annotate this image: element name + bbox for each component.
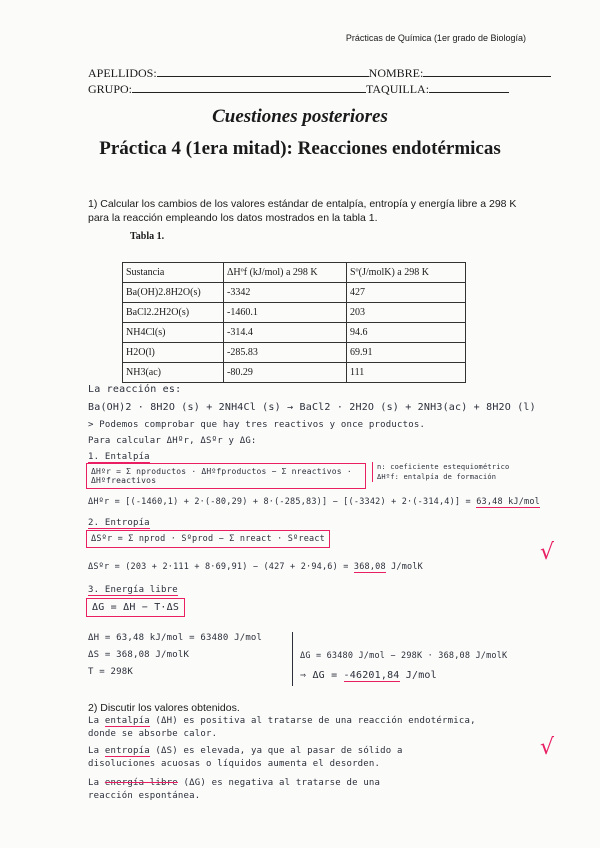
table-cell: 427 <box>347 283 466 303</box>
answer-entropy <box>88 745 403 771</box>
table-title: Tabla 1. <box>130 231 165 242</box>
free-energy-result-line <box>300 670 437 681</box>
formula-legend <box>372 462 509 482</box>
section-heading-enthalpy <box>88 452 150 462</box>
table-cell: -3342 <box>224 283 347 303</box>
grupo-label: GRUPO: <box>88 82 133 96</box>
enthalpy-calc-text: ΔHºr = [(-1460,1) + 2·(-80,29) + 8·(-285,83)] − [(-3342) + 2·(-314,4)] = <box>88 497 477 507</box>
enthalpy-heading: 1. Entalpía <box>88 452 150 462</box>
table-cell: -314.4 <box>224 323 347 343</box>
table-row <box>123 343 466 363</box>
free-energy-result: -46201,84 <box>343 670 400 681</box>
text-part: (ΔH) es positiva al tratarse de una reacción endotérmica, <box>149 716 476 726</box>
free-energy-unit: J/mol <box>399 670 437 681</box>
reaction-equation: Ba(OH)2 · 8H2O (s) + 2NH4Cl (s) → BaCl2 · 2H2O (s) + 2NH3(ac) + 8H2O (l) <box>88 402 536 413</box>
given-values <box>88 630 262 681</box>
entropy-calc-text: ΔSºr = (203 + 2·111 + 8·69,91) − (427 + 2·94,6) = <box>88 562 354 572</box>
course-header: Prácticas de Química (1er grado de Biología) <box>345 33 526 43</box>
form-row-2 <box>88 82 509 97</box>
entropy-formula-box: ΔSºr = Σ nprod · Sºprod − Σ nreact · Sºreact <box>86 530 330 548</box>
value-dh: ΔH = 63,48 kJ/mol = 63480 J/mol <box>88 633 263 643</box>
enthalpy-formula-box: ΔHºr = Σ nproductos · ΔHºfproductos − Σ nreactivos · ΔHºfreactivos <box>86 463 366 489</box>
entalpia-highlight: entalpía <box>104 716 150 726</box>
free-energy-calc: ΔG = 63480 J/mol − 298K · 368,08 J/molK <box>300 651 508 661</box>
divider <box>292 632 293 686</box>
table-cell: NH4Cl(s) <box>123 323 224 343</box>
table-cell: -1460.1 <box>224 303 347 323</box>
text-part: La <box>88 746 105 756</box>
section-heading-entropy <box>88 518 150 528</box>
answer-enthalpy-line-1 <box>88 715 476 728</box>
table-cell: Ba(OH)2.8H2O(s) <box>123 283 224 303</box>
apellidos-line[interactable] <box>157 66 369 77</box>
text-part: (ΔG) es negativa al tratarse de una <box>177 778 381 788</box>
table-row <box>123 363 466 383</box>
entropia-highlight: entropía <box>104 746 150 756</box>
answer-enthalpy <box>88 715 476 741</box>
answer-entropy-line-2: disoluciones acuosas o líquidos aumenta el desorden. <box>88 759 381 769</box>
entropy-unit: J/molK <box>385 562 424 572</box>
enthalpy-result: 63,48 kJ/mol <box>476 497 540 507</box>
table-cell: 203 <box>347 303 466 323</box>
table-cell: NH3(ac) <box>123 363 224 383</box>
answer-free-energy-line-2: reacción espontánea. <box>88 791 201 801</box>
legend-dhf: ΔHºf: entalpía de formación <box>377 473 497 481</box>
entropy-result: 368,08 <box>353 562 386 572</box>
apellidos-label: APELLIDOS: <box>88 66 157 80</box>
entropy-heading: 2. Entropía <box>88 518 150 528</box>
taquilla-line[interactable] <box>429 82 509 93</box>
text-part: (ΔS) es elevada, ya que al pasar de sólido a <box>149 746 403 756</box>
answer-plan: Para calcular ΔHºr, ΔSºr y ΔG: <box>88 436 257 446</box>
grupo-line[interactable] <box>132 82 366 93</box>
answer-free-energy <box>88 777 380 803</box>
table-cell: BaCl2.2H2O(s) <box>123 303 224 323</box>
enthalpy-calculation <box>88 497 540 507</box>
table-row <box>123 283 466 303</box>
table-header-cell: Sº(J/molK) a 298 K <box>347 263 466 283</box>
table-header-row <box>123 263 466 283</box>
energia-libre-highlight: energía libre <box>104 778 178 788</box>
main-title: Cuestiones posteriores <box>212 106 388 127</box>
question-1-line-1: 1) Calcular los cambios de los valores estándar de entalpía, entropía y energía libre a 298 K <box>88 198 517 210</box>
answer-intro: La reacción es: <box>88 384 182 395</box>
free-energy-prefix: ⇒ ΔG = <box>300 670 344 681</box>
text-part: La <box>88 778 105 788</box>
answer-free-energy-line-1 <box>88 777 380 790</box>
form-row-1 <box>88 66 551 81</box>
table-cell: 69.91 <box>347 343 466 363</box>
table-cell: 94.6 <box>347 323 466 343</box>
nombre-label: NOMBRE: <box>368 66 424 80</box>
text-part: La <box>88 716 105 726</box>
legend-n: n: coeficiente estequiométrico <box>377 463 510 471</box>
question-2: 2) Discutir los valores obtenidos. <box>88 702 240 714</box>
table-cell: -80.29 <box>224 363 347 383</box>
table-cell: 111 <box>347 363 466 383</box>
taquilla-label: TAQUILLA: <box>366 82 430 96</box>
question-1 <box>88 197 558 225</box>
free-energy-heading: 3. Energía libre <box>88 585 178 595</box>
entropy-calculation <box>88 562 423 572</box>
answer-note: > Podemos comprobar que hay tres reactivos y once productos. <box>88 420 426 430</box>
check-mark-icon: √ <box>540 735 555 760</box>
table-row <box>123 303 466 323</box>
question-1-line-2: para la reacción empleando los datos mostrados en la tabla 1. <box>88 212 378 224</box>
answer-entropy-line-1 <box>88 745 403 758</box>
section-heading-free-energy <box>88 585 178 595</box>
check-mark-icon: √ <box>540 540 555 565</box>
table-row <box>123 323 466 343</box>
table-header-cell: ΔHºf (kJ/mol) a 298 K <box>224 263 347 283</box>
answer-enthalpy-line-2: donde se absorbe calor. <box>88 729 218 739</box>
nombre-line[interactable] <box>423 66 551 77</box>
table-cell: H2O(l) <box>123 343 224 363</box>
free-energy-formula-box: ΔG = ΔH − T·ΔS <box>86 598 185 617</box>
table-cell: -285.83 <box>224 343 347 363</box>
value-ds: ΔS = 368,08 J/molK <box>88 650 190 660</box>
table-header-cell: Sustancia <box>123 263 224 283</box>
value-t: T = 298K <box>88 667 133 677</box>
sub-title: Práctica 4 (1era mitad): Reacciones endotérmicas <box>99 138 501 159</box>
data-table <box>122 262 466 383</box>
